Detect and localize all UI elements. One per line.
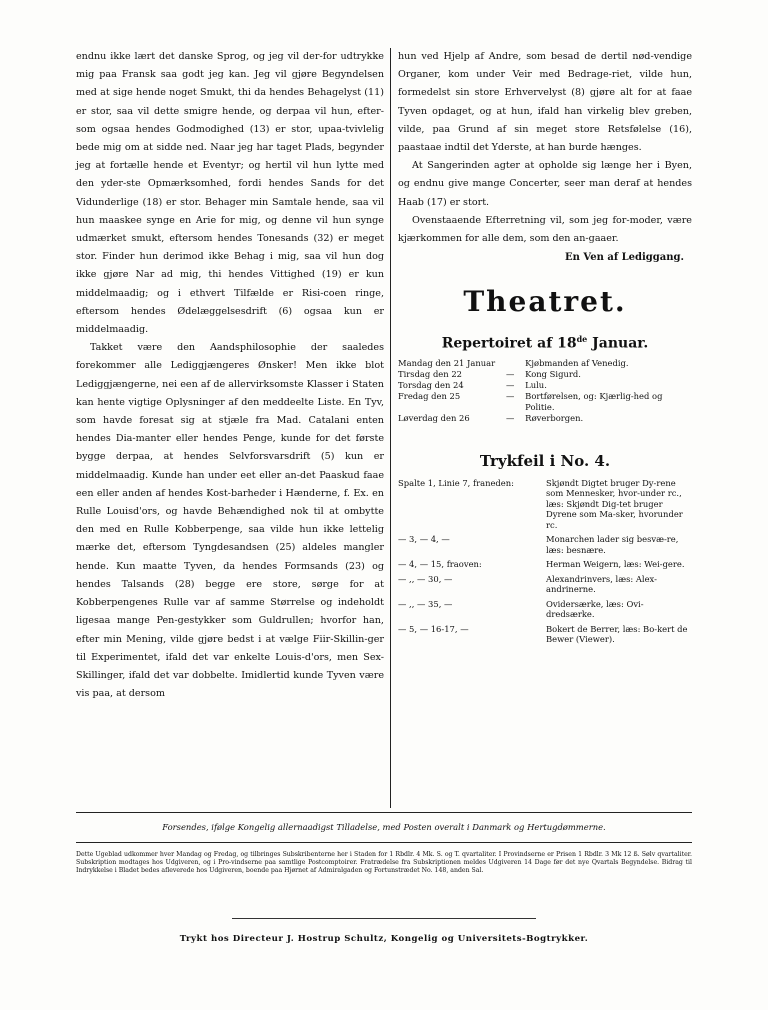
repertoire-play: Kjøbmanden af Venedig.	[525, 357, 629, 368]
errata-correction: Herman Weigern, læs: Wei-gere.	[546, 559, 685, 570]
errata-correction: Bokert de Berrer, læs: Bo-kert de Bewer (Viewer).	[546, 623, 688, 645]
repertoire-table	[398, 358, 692, 424]
errata-correction: Alexandrinvers, læs: Alex-andrinerne.	[546, 573, 657, 595]
errata-reference: Spalte 1, Linie 7, franeden:	[398, 477, 514, 488]
errata-correction: Ovidersærke, læs: Ovi-dredsærke.	[546, 598, 644, 620]
repertoire-play: Kong Sigurd.	[525, 368, 581, 379]
article-paragraph: hun ved Hjelp af Andre, som besad de dertil nød-vendige Organer, kom under Veir med Bedrage-riet, vilde hun, formedelst sin store Erhvervelyst (8) gjøre alt for at faae Tyven opdaget, og at hun, ifald han virkelig blev greben, vilde, paa Grund af sin meget store Retsfølelse (16), paastaae indtil det Yderste, at han burde hænges.	[398, 51, 692, 154]
errata-row	[398, 534, 692, 559]
repertoire-play: Lulu.	[525, 379, 547, 390]
repertoire-dash: —	[505, 412, 515, 423]
errata-row	[398, 559, 692, 574]
errata-correction: Monarchen lader sig besvæ-re, læs: besnære.	[546, 534, 679, 555]
dispatch-notice: Forsendes, ifølge Kongelig allernaadigst Tilladelse, med Posten overalt i Danmark og Hertugdømmerne.	[162, 822, 606, 832]
right-column	[398, 48, 692, 649]
repertoire-row	[398, 369, 692, 380]
repertoire-heading	[398, 334, 692, 352]
printer-imprint: Trykt hos Directeur J. Hostrup Schultz, Kongelig og Universitets-Bogtrykker.	[179, 934, 589, 944]
repertoire-heading-sup: de	[576, 334, 588, 345]
repertoire-day: Fredag den 25	[398, 390, 461, 401]
errata-correction: Skjøndt Digtet bruger Dy-rene som Mennesker, hvor-under rc., læs: Skjøndt Dig-tet bruger Dyrene som Ma-sker, hvorunder rc.	[546, 477, 683, 530]
errata-table	[398, 478, 692, 649]
repertoire-row	[398, 413, 692, 424]
repertoire-day: Mandag den 21 Januar	[398, 357, 496, 368]
errata-row	[398, 574, 692, 599]
errata-row	[398, 599, 692, 624]
left-column	[76, 48, 384, 703]
article-paragraph: Takket være den Aandsphilosophie der saaledes forekommer alle Lediggjængeres Ønsker! Men ikke blot Lediggjængerne, nei een af de allervirksomste Klasser i Staten kan hente vigtige Oplysninger af den meddeelte Liste. En Tyv, som havde foresat sig at stjæle fra Mad. Catalani enten hendes Dia-manter eller hendes Penge, kunde for det første bygge derpaa, at hendes Selvforsvarsdrift (5) kun er middelmaadig. Kunde han under eet eller an-det Paaskud faae een eller anden af hendes Kost-barheder i Hænderne, f. Ex. en Rulle Louisd'ors, og havde Behændighed nok til at ombytte den med en Rulle Kobberpenge, saa vilde hun ikke lettelig mærke det, eftersom Tyngdesandsen (25) aldeles mangler hende. Kun maatte Tyven, da hendes Formsands (23) og hendes Talsands (28) begge ere store, sørge for at Kobberpengenes Rulle var af samme Størrelse og indeholdt ligesaa mange Pen-gestykker som Guldrullen; hvorfor han, efter min Mening, vilde gjøre bedst i at vælge Fiir-Skillin-ger til Experimentet, ifald det var enkelte Louis-d'ors, men Sex-Skillinger, ifald det var dobbelte. Imidlertid kunde Tyven være vis paa, at dersom	[76, 342, 384, 700]
repertoire-dash: —	[505, 390, 515, 401]
repertoire-play: Røverborgen.	[525, 412, 584, 423]
article-signature: En Ven af Lediggang.	[565, 252, 684, 264]
repertoire-row	[398, 391, 692, 413]
repertoire-heading-text: Repertoiret af 18	[441, 335, 577, 352]
errata-heading: Trykfeil i No. 4.	[479, 451, 611, 470]
repertoire-row	[398, 358, 692, 369]
repertoire-dash	[495, 358, 525, 369]
repertoire-day: Torsdag den 24	[398, 379, 464, 390]
repertoire-day: Løverdag den 26	[398, 412, 470, 423]
column-divider	[390, 48, 391, 808]
footer-rule-top	[76, 812, 692, 813]
errata-reference: — ,, — 30, —	[398, 573, 453, 584]
article-paragraph: Ovenstaaende Efterretning vil, som jeg for-moder, være kjærkommen for alle dem, som den an-gaaer.	[398, 214, 692, 245]
printer-rule	[232, 918, 536, 919]
repertoire-heading-end: Januar.	[587, 335, 649, 352]
errata-row	[398, 624, 692, 649]
errata-reference: — 3, — 4, —	[398, 534, 450, 545]
errata-reference: — 5, — 16-17, —	[398, 623, 469, 634]
article-paragraph: At Sangerinden agter at opholde sig længe her i Byen, og endnu give mange Concerter, seer man deraf at hendes Haab (17) er stort.	[398, 160, 692, 208]
repertoire-dash: —	[505, 368, 515, 379]
article-paragraph: endnu ikke lært det danske Sprog, og jeg vil der-for udtrykke mig paa Fransk saa godt jeg kan. Jeg vil gjøre Begyndelsen med at sige hende noget Smukt, thi da hendes Behagelyst (11) er stor, saa vil dette smigre hende, og derpaa vil hun, efter-som ogsaa hendes Godmodighed (13) er stor, upaa-tvivlelig bede mig om at sidde ned. Naar jeg har taget Plads, begynder jeg at fortælle hende et Eventyr; og hertil vil hun lytte med den yder-ste Opmærksomhed, fordi hendes Sands for det Vidunderlige (18) er stor. Behager min Samtale hende, saa vil hun maaskee synge en Arie for mig, og denne vil hun synge udmærket smukt, eftersom hendes Tonesands (32) er meget stor. Finder hun derimod ikke Behag i mig, saa vil hun dog ikke gjøre Nar ad mig, thi hendes Vittighed (19) er kun middelmaadig; og i ethvert Tilfælde er Risi-coen ringe, eftersom hendes Ødelæggelsesdrift (6) ogsaa kun er middelmaadig.	[76, 51, 384, 336]
errata-reference: — ,, — 35, —	[398, 598, 453, 609]
repertoire-dash: —	[505, 379, 515, 390]
footer-rule-middle	[76, 842, 692, 843]
repertoire-row	[398, 380, 692, 391]
repertoire-play: Bortførelsen, og: Kjærlig-hed og Politie.	[525, 390, 663, 412]
repertoire-day: Tirsdag den 22	[398, 368, 462, 379]
errata-reference: — 4, — 15, fraoven:	[398, 559, 482, 570]
theatre-heading: Theatret.	[463, 285, 627, 319]
errata-row	[398, 478, 692, 535]
subscription-notice: Dette Ugeblad udkommer hver Mandag og Fredag, og tilbringes Subskribenterne her i Staden for 1 Rbdlr. 4 Mk. S. og T. qvartaliter. I Provindserne er Prisen 1 Rbdlr. 3 Mk 12 ß. Sølv qvartaliter. Subskription modtages hos Udgiveren, og i Pro-vindserne paa samtlige Postcomptoirer. Fratrædelse fra Subskriptionen meldes Udgiveren 14 Dage før det nye Qvartals Begyndelse. Bidrag til Indrykkelse i Bladet bedes afleverede hos Udgiveren, boende paa Hjørnet af Admiralgaden og Fortunstrædet No. 148, anden Sal.	[76, 851, 692, 874]
